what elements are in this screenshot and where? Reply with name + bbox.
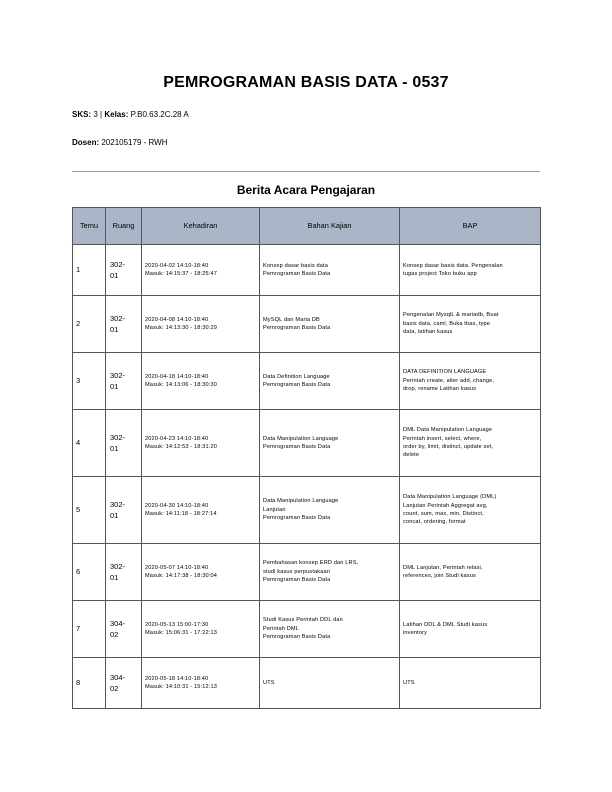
cell-bahan-kajian-line: Pemrograman Basis Data [263,577,331,584]
table-row [73,353,541,410]
cell-kehadiran-line: Masuk: 14:12:53 - 18:31:20 [145,444,218,450]
cell-bap [400,353,541,410]
table-row [73,477,541,544]
cell-ruang-line: 302- [110,500,126,509]
cell-kehadiran-line: Masuk: 14:11:18 - 18:27:14 [145,511,217,517]
cell-bahan-kajian-line: Data Manipulation Language [263,498,339,505]
table-row [73,410,541,477]
cell-bahan-kajian-line: Pembahasan konsep ERD dan LRS, [263,560,359,567]
cell-temu: 8 [73,658,106,709]
cell-bahan-kajian [260,410,400,477]
page-title: PEMROGRAMAN BASIS DATA - 0537 [163,74,449,91]
cell-ruang [106,477,142,544]
cell-kehadiran-line: Masuk: 15:06:31 - 17:22:13 [145,630,218,636]
cell-bahan-kajian-line: Data Manipulation Language [263,435,339,442]
cell-bap [400,544,541,601]
cell-kehadiran-line: 2020-05-18 14:10-18:40 [145,675,209,682]
cell-bap [400,658,541,709]
cell-ruang-line: 02 [110,630,119,639]
cell-bap-line: order by, limit, distinct, update set, [403,444,494,450]
cell-kehadiran-line: 2020-04-08 14:10-18:40 [145,316,209,323]
cell-bahan-kajian-line: studi kasus perpustakaan [263,568,331,575]
cell-kehadiran-line: 2020-04-02 14:10-18:40 [145,262,209,269]
cell-kehadiran-line: 2020-04-30 14:10-18:40 [145,502,209,509]
cell-kehadiran [142,296,260,353]
cell-bap-line: DML Data Manipulation Language [403,427,493,434]
cell-bap-line: Pengenalan MysqlL & mariadb, Buat [403,312,499,319]
dosen-label: Dosen: [72,138,100,147]
table-row [73,296,541,353]
cell-bap-line: concat, ordering, format [403,519,466,526]
lecturer-meta [72,138,167,147]
header-bap: BAP [400,208,541,245]
cell-kehadiran [142,477,260,544]
cell-bap-line: delete [403,452,420,459]
cell-ruang-line: 302- [110,260,126,269]
cell-temu: 5 [73,477,106,544]
cell-bahan-kajian [260,544,400,601]
cell-ruang-line: 01 [110,325,119,334]
cell-bahan-kajian-line: Lanjutan [263,506,286,513]
kelas-value: P.B0.63.2C.28 A [130,110,189,119]
cell-kehadiran-line: Masuk: 14:13:30 - 18:30:29 [145,325,218,331]
cell-kehadiran [142,410,260,477]
cell-ruang [106,353,142,410]
cell-bahan-kajian [260,296,400,353]
cell-bahan-kajian [260,477,400,544]
section-title: Berita Acara Pengajaran [236,183,376,197]
cell-kehadiran [142,544,260,601]
cell-ruang-line: 02 [110,684,119,693]
cell-bap-line: DML Lanjutan, Perintah relasi, [403,564,483,571]
cell-bap-line: Data Manipulation Language (DML) [403,494,497,501]
cell-bahan-kajian-line: UTS [263,679,275,686]
cell-ruang-line: 01 [110,444,119,453]
table-row [73,544,541,601]
cell-temu: 7 [73,601,106,658]
header-kehadiran: Kehadiran [142,208,260,245]
cell-ruang [106,245,142,296]
cell-kehadiran-line: Masuk: 14:10:31 - 15:12:13 [145,684,218,690]
kelas-label: Kelas: [104,110,129,119]
cell-bap-line: data, latihan kasus [403,329,453,336]
cell-ruang-line: 304- [110,673,126,682]
cell-ruang [106,658,142,709]
cell-kehadiran [142,245,260,296]
table-header-row [73,208,541,245]
cell-bahan-kajian [260,245,400,296]
course-meta [72,110,189,119]
cell-temu: 1 [73,245,106,296]
cell-kehadiran-line: Masuk: 14:13:06 - 18:30:30 [145,382,218,388]
cell-bap-line: Perintah create, alter add, change, [403,377,495,384]
cell-bahan-kajian-line: Pemrograman Basis Data [263,444,331,450]
dosen-value: 202105179 - RWH [101,138,168,147]
cell-kehadiran-line: 2020-04-23 14:10-18:40 [145,435,209,442]
header-bahan-kajian: Bahan Kajian [260,208,400,245]
cell-temu: 6 [73,544,106,601]
cell-bahan-kajian-line: MySQL dan Maria DB [263,316,320,323]
cell-ruang-line: 01 [110,271,119,280]
cell-bap [400,296,541,353]
cell-bap-line: basis data, caml, Buka tbas, type [403,320,491,327]
header-temu: Temu [73,208,106,245]
cell-temu: 2 [73,296,106,353]
cell-bap-line: Perintah insert, select, where, [403,435,482,442]
cell-temu: 4 [73,410,106,477]
sks-value: 3 [93,110,98,119]
cell-bahan-kajian-line: Pemrograman Basis Data [263,515,331,522]
cell-kehadiran [142,658,260,709]
cell-bap [400,601,541,658]
cell-temu: 3 [73,353,106,410]
cell-ruang-line: 302- [110,562,126,571]
cell-ruang-line: 01 [110,511,119,520]
cell-bahan-kajian [260,658,400,709]
cell-bap [400,245,541,296]
cell-bap-line: count, sum, max, min, Distinct, [403,511,484,517]
table-row [73,245,541,296]
cell-ruang [106,296,142,353]
table-row [73,658,541,709]
teaching-log-table [72,207,541,709]
cell-bahan-kajian-line: Data Definition Language [263,373,330,380]
cell-bap-line: Latihan DDL & DML Studi kasus [403,621,488,628]
cell-bahan-kajian-line: Pemrograman Basis Data [263,634,331,641]
cell-bahan-kajian-line: Pemrograman Basis Data [263,271,331,277]
cell-bahan-kajian-line: Perintah DML [263,625,299,632]
cell-bap-line: Lanjutan Perintah Aggregat avg, [403,502,488,509]
cell-bap-line: UTS [403,679,415,686]
table-row [73,601,541,658]
cell-ruang-line: 302- [110,433,126,442]
cell-ruang [106,544,142,601]
cell-kehadiran-line: 2020-05-07 14:10-18:40 [145,564,209,571]
cell-ruang-line: 01 [110,382,119,391]
cell-bahan-kajian-line: Studi Kasus Perintah DDL dan [263,617,343,624]
cell-bahan-kajian-line: Konsep dasar basis data [263,262,329,269]
cell-bap-line: inventory [403,630,428,636]
cell-bap-line: tugas project Toko buku app [403,271,477,277]
cell-kehadiran-line: 2020-05-13 15:00-17:30 [145,621,209,628]
sks-label: SKS: [72,110,92,119]
cell-kehadiran-line: 2020-04-18 14:10-18:40 [145,373,209,380]
cell-bahan-kajian-line: Pemrograman Basis Data [263,382,331,388]
cell-bap-line: DATA DEFINITION LANGUAGE [403,369,487,376]
cell-kehadiran-line: Masuk: 14:17:38 - 18:30:04 [145,573,218,579]
cell-ruang [106,601,142,658]
horizontal-divider [72,171,540,172]
cell-bap-line: Konsep dasar basis data. Pengenalan [403,262,503,269]
cell-kehadiran-line: Masuk: 14:15:37 - 18:25:47 [145,271,218,277]
cell-bap-line: drop, rename Latihan kasus [403,386,477,393]
cell-bahan-kajian [260,601,400,658]
cell-bap [400,410,541,477]
cell-kehadiran [142,601,260,658]
cell-ruang-line: 01 [110,573,119,582]
cell-bahan-kajian [260,353,400,410]
cell-bap [400,477,541,544]
cell-ruang [106,410,142,477]
cell-bap-line: references, join Studi kasus [403,573,476,579]
cell-ruang-line: 302- [110,314,126,323]
cell-kehadiran [142,353,260,410]
meta-separator: | [100,110,103,119]
cell-bahan-kajian-line: Pemrograman Basis Data [263,325,331,331]
cell-ruang-line: 304- [110,619,126,628]
header-ruang: Ruang [106,208,142,245]
cell-ruang-line: 302- [110,371,126,380]
